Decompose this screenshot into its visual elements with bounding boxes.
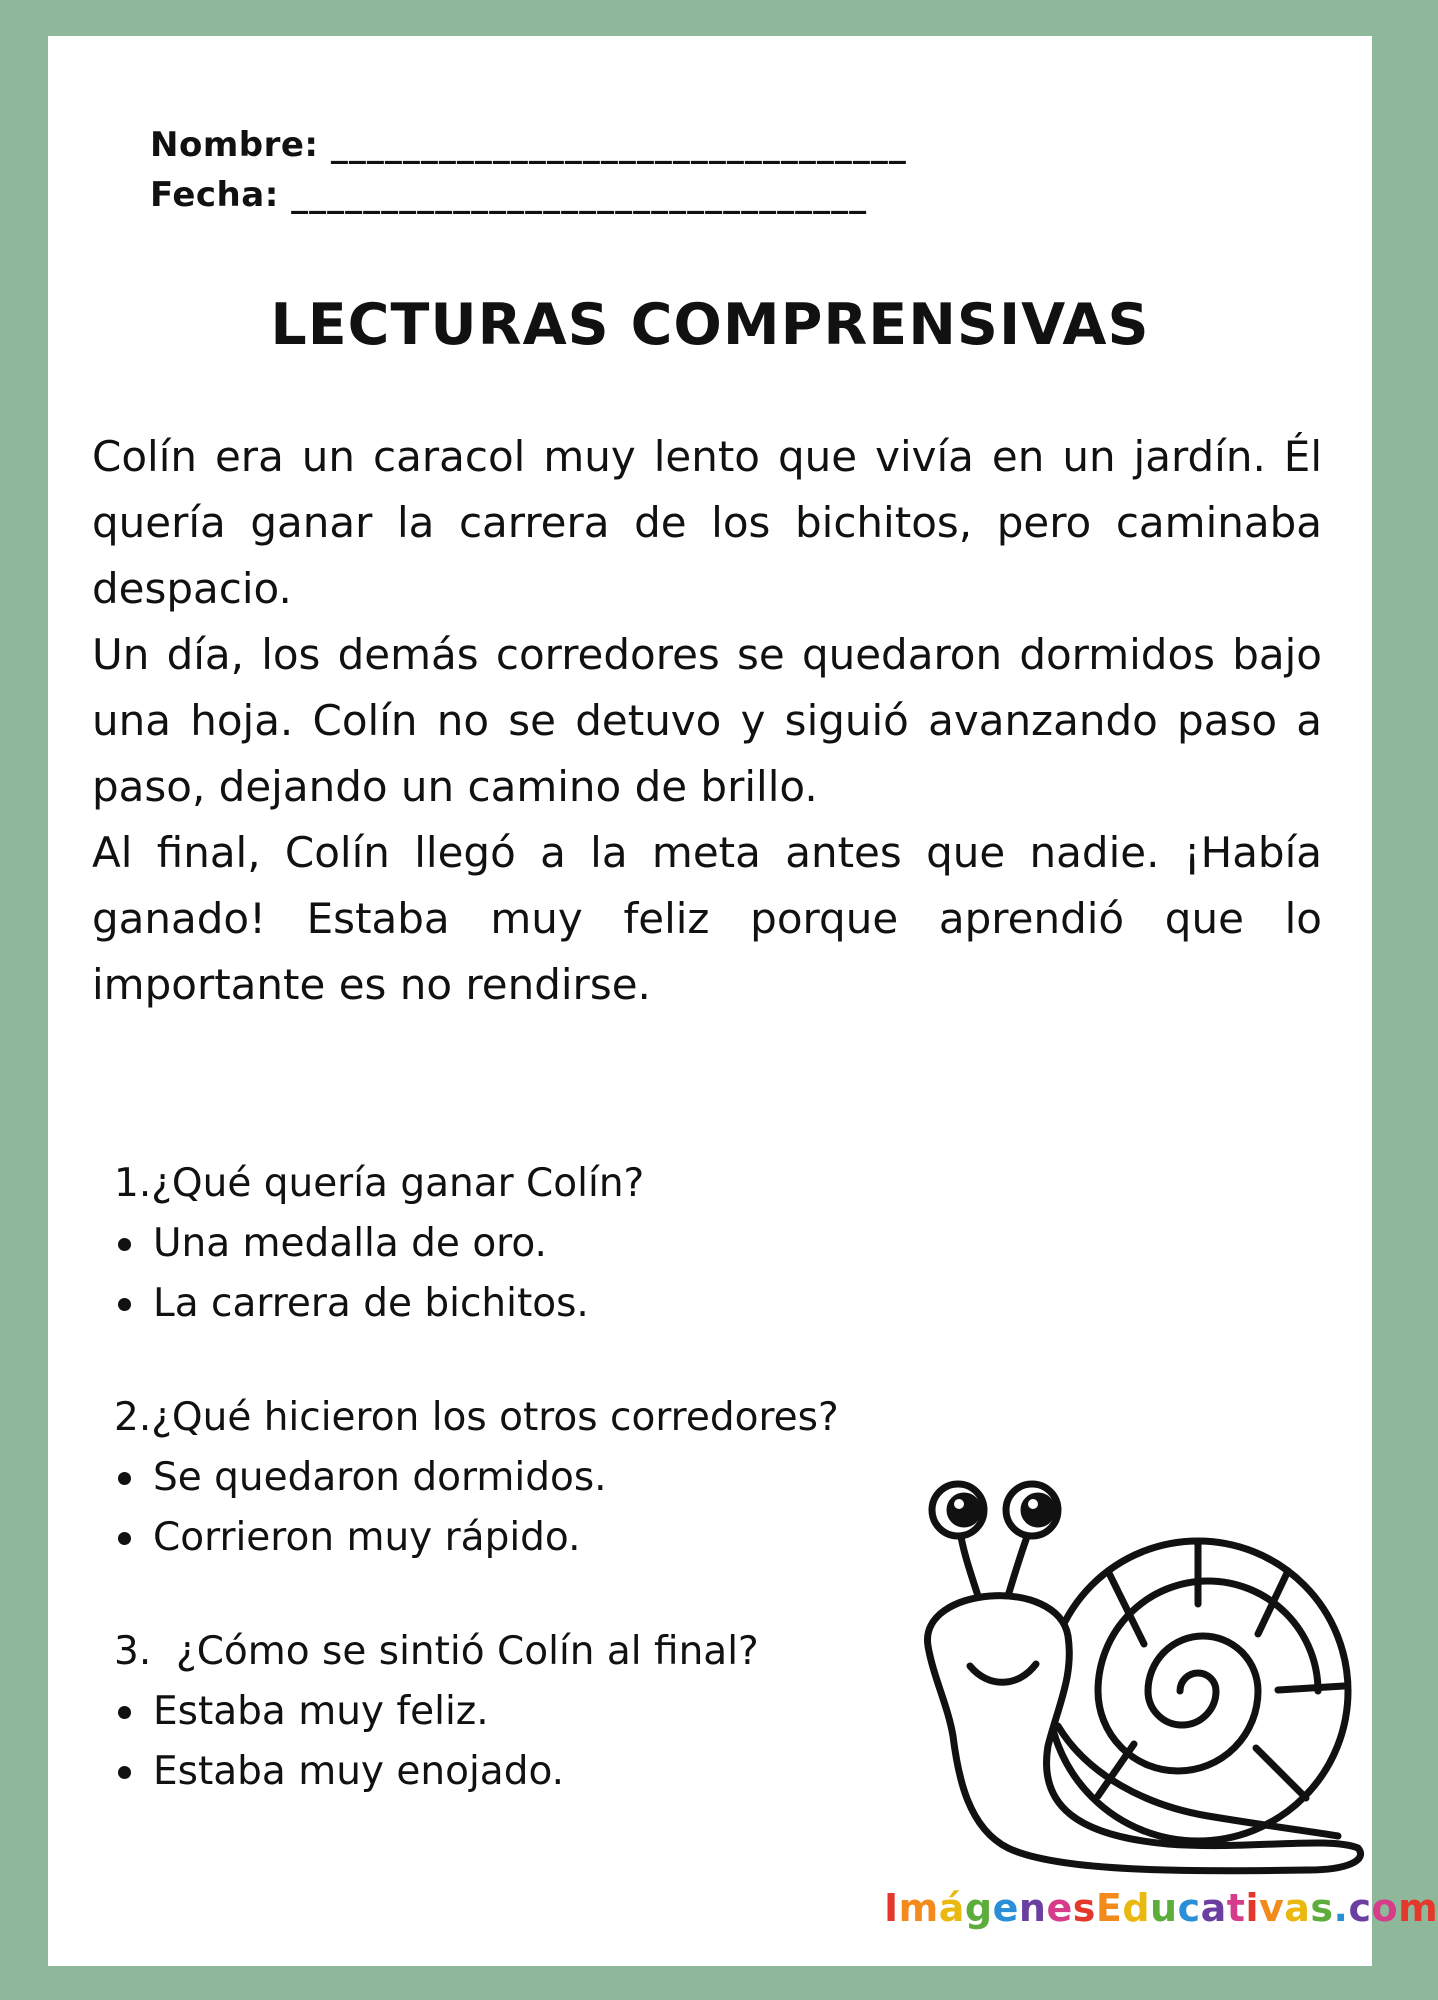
- student-info-header: [150, 120, 907, 220]
- answer-option-label: Una medalla de oro.: [153, 1221, 547, 1266]
- logo-letter: i: [1245, 1886, 1259, 1930]
- question-text: 3. ¿Cómo se sintió Colín al final?: [114, 1629, 759, 1674]
- logo-letter: v: [1258, 1886, 1285, 1930]
- story-paragraph: Colín era un caracol muy lento que vivía en un jardín. Él quería ganar la carrera de los bichitos, pero caminaba despacio.: [92, 432, 1322, 613]
- page-title: LECTURAS COMPRENSIVAS: [270, 292, 1150, 358]
- bullet-icon: [118, 1472, 131, 1485]
- logo-letter: m: [898, 1886, 939, 1930]
- answer-option: [104, 1742, 924, 1802]
- question-text: 2.¿Qué hicieron los otros corredores?: [114, 1395, 839, 1440]
- answer-option: [104, 1274, 924, 1334]
- logo-letter: s: [1072, 1886, 1096, 1930]
- logo-letters: [884, 1886, 1438, 1930]
- site-logo: [884, 1886, 1438, 1930]
- answer-option-label: Corrieron muy rápido.: [153, 1515, 581, 1560]
- date-blank: ________________________________: [291, 175, 868, 215]
- date-label: Fecha:: [150, 175, 279, 215]
- snail-icon: [908, 1476, 1368, 1876]
- answer-option: [104, 1682, 924, 1742]
- answer-option-label: Estaba muy feliz.: [153, 1689, 489, 1734]
- logo-letter: n: [1018, 1886, 1047, 1930]
- logo-letter: e: [1046, 1886, 1073, 1930]
- logo-letter: o: [1371, 1886, 1399, 1930]
- answer-option: [104, 1214, 924, 1274]
- logo-letter: á: [938, 1886, 965, 1930]
- logo-letter: d: [1122, 1886, 1151, 1930]
- answer-option-label: Estaba muy enojado.: [153, 1749, 565, 1794]
- name-blank: ________________________________: [330, 125, 907, 165]
- bullet-icon: [118, 1238, 131, 1251]
- question-list: [104, 1154, 924, 1802]
- answer-option: [104, 1448, 924, 1508]
- logo-letter: t: [1226, 1886, 1246, 1930]
- name-label: Nombre:: [150, 125, 319, 165]
- logo-letter: g: [964, 1886, 993, 1930]
- answer-option: [104, 1508, 924, 1568]
- question-block: [104, 1388, 924, 1568]
- bullet-icon: [118, 1766, 131, 1779]
- bullet-icon: [118, 1532, 131, 1545]
- date-line: [150, 170, 907, 220]
- logo-letter: c: [1177, 1886, 1201, 1930]
- logo-letter: a: [1284, 1886, 1311, 1930]
- bullet-icon: [118, 1706, 131, 1719]
- name-line: [150, 120, 907, 170]
- question-block: [104, 1154, 924, 1334]
- question-block: [104, 1622, 924, 1802]
- answer-option-label: La carrera de bichitos.: [153, 1281, 589, 1326]
- logo-letter: .: [1333, 1886, 1349, 1930]
- logo-letter: u: [1150, 1886, 1178, 1930]
- reading-passage: [92, 424, 1322, 1018]
- worksheet-page: [48, 36, 1438, 1966]
- question-text: 1.¿Qué quería ganar Colín?: [114, 1161, 645, 1206]
- logo-letter: m: [1398, 1886, 1438, 1930]
- logo-letter: E: [1095, 1886, 1123, 1930]
- story-paragraph: Al final, Colín llegó a la meta antes que nadie. ¡Había ganado! Estaba muy feliz porque aprendió que lo importante es no rendirse.: [92, 828, 1322, 1009]
- logo-letter: a: [1200, 1886, 1227, 1930]
- logo-letter: I: [884, 1886, 899, 1930]
- answer-option-label: Se quedaron dormidos.: [153, 1455, 607, 1500]
- logo-letter: s: [1310, 1886, 1334, 1930]
- logo-letter: e: [992, 1886, 1019, 1930]
- logo-letter: c: [1348, 1886, 1372, 1930]
- story-paragraph: Un día, los demás corredores se quedaron dormidos bajo una hoja. Colín no se detuvo y siguió avanzando paso a paso, dejando un camino de brillo.: [92, 630, 1322, 811]
- bullet-icon: [118, 1298, 131, 1311]
